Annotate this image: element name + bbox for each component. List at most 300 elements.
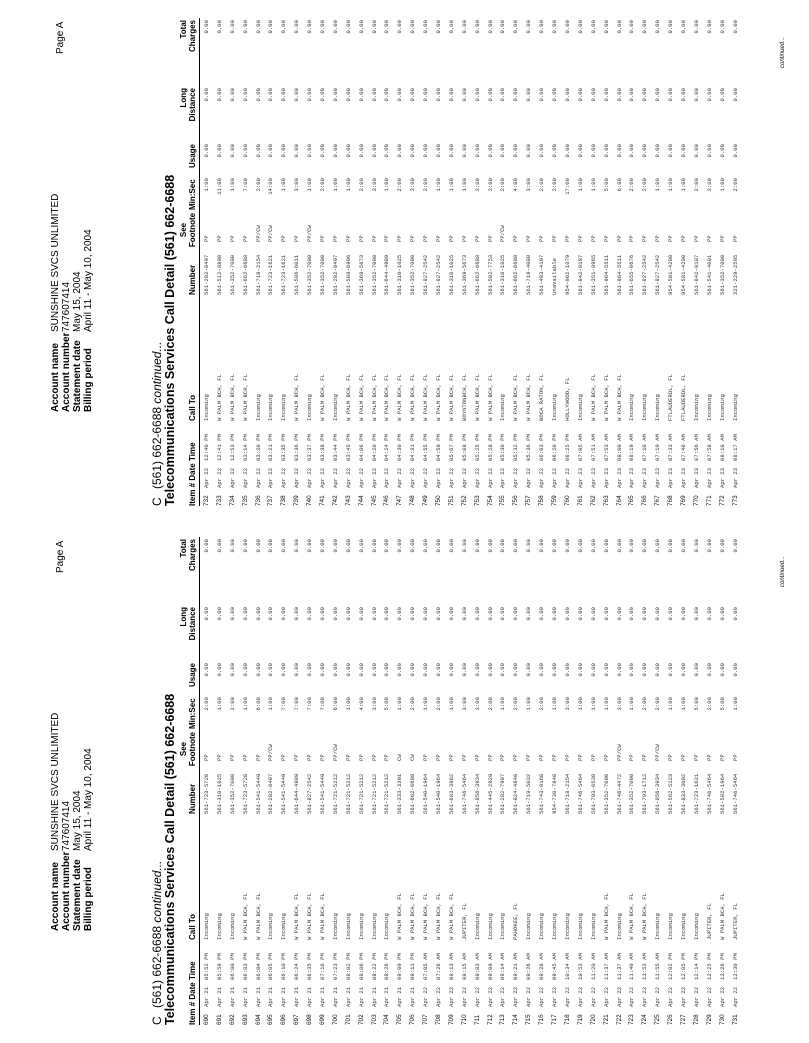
table-row	[626, 537, 639, 1025]
usage-charge: 0.00	[383, 144, 391, 158]
call-date: Apr 23	[667, 467, 675, 488]
call-to: W PALM BCH, FL	[319, 893, 327, 940]
usage-charge: 0.00	[499, 663, 507, 677]
footnote: PP/CW	[267, 744, 275, 761]
usage-charge: 0.00	[228, 663, 236, 677]
footnote: PP	[525, 754, 533, 761]
account-info	[50, 713, 94, 931]
long-distance-charge: 0.00	[718, 607, 726, 621]
footnote: PP	[435, 235, 443, 242]
table-row	[265, 537, 278, 1025]
call-date: Apr 21	[254, 986, 262, 1007]
call-date: Apr 22	[280, 467, 288, 488]
usage-charge: 0.00	[499, 144, 507, 158]
call-date: Apr 22	[228, 467, 236, 488]
footnote: PP	[512, 754, 520, 761]
min-sec: 1:00	[602, 697, 610, 711]
call-time: 04:31 PM	[409, 434, 417, 461]
table-row	[381, 18, 394, 506]
call-time: 04:59 PM	[435, 434, 443, 461]
total-charge: 0.00	[267, 20, 275, 34]
usage-charge: 0.00	[370, 144, 378, 158]
item-number: 713	[499, 1014, 507, 1025]
long-distance-charge: 0.00	[602, 607, 610, 621]
call-date: Apr 22	[525, 986, 533, 1007]
footnote: PP	[563, 235, 571, 242]
call-time: 06:20 PM	[551, 434, 559, 461]
call-date: Apr 22	[731, 986, 739, 1007]
min-sec: 1:00	[344, 178, 352, 192]
phone-number: 561-746-5464	[705, 773, 713, 814]
call-date: Apr 22	[254, 467, 262, 488]
min-sec: 1:00	[525, 697, 533, 711]
table-header	[176, 18, 200, 506]
call-rows-left	[201, 537, 742, 1025]
total-charge: 0.00	[512, 20, 520, 34]
footnote: PP	[228, 754, 236, 761]
min-sec: 1:00	[344, 697, 352, 711]
call-time: 08:00 AM	[615, 434, 623, 461]
usage-charge: 0.00	[331, 663, 339, 677]
footnote: PP	[499, 754, 507, 761]
footnote: PP	[293, 754, 301, 761]
min-sec: 2:00	[409, 697, 417, 711]
item-number: 725	[654, 1014, 662, 1025]
long-distance-charge: 0.00	[422, 607, 430, 621]
usage-charge: 0.00	[473, 144, 481, 158]
long-distance-charge: 0.00	[460, 607, 468, 621]
phone-number: 561-352-7000	[319, 254, 327, 295]
call-to: PAHOKEE, FL	[512, 903, 520, 940]
call-to: W PALM BCH, FL	[628, 893, 636, 940]
item-number: 773	[731, 495, 739, 506]
long-distance-charge: 0.00	[654, 607, 662, 621]
call-time: 05:08 PM	[460, 434, 468, 461]
usage-charge: 0.00	[525, 663, 533, 677]
call-time: 07:10 AM	[641, 434, 649, 461]
call-date: Apr 22	[499, 986, 507, 1007]
min-sec: 2:00	[628, 178, 636, 192]
min-sec: 1:00	[447, 697, 455, 711]
item-number: 745	[370, 495, 378, 506]
total-charge: 0.00	[641, 539, 649, 553]
col-usage: Usage	[188, 663, 197, 688]
phone-number: 561-721-5212	[344, 773, 352, 814]
account-number-label: Account number	[61, 332, 72, 412]
call-date: Apr 22	[705, 986, 713, 1007]
phone-number: 954-581-4200	[679, 254, 687, 295]
usage-charge: 0.00	[331, 144, 339, 158]
col-long-distance: Long Distance	[179, 607, 197, 641]
usage-charge: 0.00	[460, 144, 468, 158]
col-call-to: Call To	[188, 394, 197, 421]
call-time: 07:23 PM	[331, 953, 339, 980]
total-charge: 0.00	[538, 20, 546, 34]
min-sec: 1:00	[383, 178, 391, 192]
long-distance-charge: 0.00	[473, 88, 481, 102]
call-date: Apr 21	[396, 986, 404, 1007]
usage-charge: 0.00	[435, 663, 443, 677]
call-time: 06:03 PM	[538, 434, 546, 461]
call-date: Apr 22	[447, 467, 455, 488]
call-date: Apr 23	[628, 467, 636, 488]
table-row	[278, 537, 291, 1025]
table-row	[549, 537, 562, 1025]
item-number: 727	[679, 1014, 687, 1025]
min-sec: 3:00	[563, 697, 571, 711]
total-charge: 0.00	[499, 20, 507, 34]
call-time: 06:03 PM	[241, 953, 249, 980]
usage-charge: 0.00	[486, 144, 494, 158]
usage-charge: 0.00	[538, 663, 546, 677]
table-row	[472, 18, 485, 506]
min-sec: 7:00	[241, 178, 249, 192]
total-charge: 0.00	[435, 20, 443, 34]
table-row	[562, 18, 575, 506]
min-sec: 5:00	[692, 697, 700, 711]
item-number: 716	[538, 1014, 546, 1025]
total-charge: 0.00	[615, 20, 623, 34]
item-number: 767	[654, 495, 662, 506]
account-name-label: Account name	[50, 343, 61, 412]
page-label: Page A	[55, 21, 66, 54]
call-to: W PALM BCH, FL	[293, 374, 301, 421]
call-to: Incoming	[731, 394, 739, 421]
table-header	[176, 537, 200, 1025]
call-time: 03:21 PM	[267, 434, 275, 461]
min-sec: 1:00	[499, 697, 507, 711]
call-date: Apr 23	[615, 467, 623, 488]
long-distance-charge: 0.00	[628, 607, 636, 621]
item-number: 731	[731, 1014, 739, 1025]
min-sec: 1:00	[447, 178, 455, 192]
phone-number: 561-655-0676	[628, 254, 636, 295]
usage-charge: 0.00	[692, 144, 700, 158]
call-to: Incoming	[267, 913, 275, 940]
footnote: PP	[241, 235, 249, 242]
usage-charge: 0.00	[383, 663, 391, 677]
phone-number: 561-310-1025	[215, 773, 223, 814]
long-distance-charge: 0.00	[576, 88, 584, 102]
min-sec: 2:00	[692, 178, 700, 192]
phone-number: 561-723-5720	[241, 773, 249, 814]
item-number: 711	[473, 1014, 481, 1025]
usage-charge: 0.00	[293, 144, 301, 158]
item-number: 758	[538, 495, 546, 506]
phone-number: 561-662-6688	[241, 254, 249, 295]
footnote: PP/CW	[499, 225, 507, 242]
left-panel	[0, 531, 809, 1031]
call-date: Apr 22	[486, 986, 494, 1007]
usage-charge: 0.00	[731, 663, 739, 677]
table-row	[201, 18, 214, 506]
footnote: PP	[203, 235, 210, 242]
usage-charge: 0.00	[293, 663, 301, 677]
call-time: 03:35 PM	[280, 434, 288, 461]
long-distance-charge: 0.00	[563, 88, 571, 102]
item-number: 756	[512, 495, 520, 506]
table-row	[214, 18, 227, 506]
account-number: 747607414	[61, 800, 72, 851]
table-row	[317, 18, 330, 506]
call-to: Incoming	[679, 913, 687, 940]
phone-number: 561-541-5449	[280, 773, 288, 814]
item-number: 763	[602, 495, 610, 506]
call-date: Apr 23	[692, 467, 700, 488]
min-sec: 2:00	[396, 178, 404, 192]
phone-number: 561-352-7000	[409, 254, 417, 295]
call-date: Apr 22	[667, 986, 675, 1007]
min-sec: 3:00	[370, 178, 378, 192]
call-to: Incoming	[486, 913, 494, 940]
phone-number: 561-718-4008	[525, 254, 533, 295]
total-charge: 0.00	[267, 539, 275, 553]
table-row	[704, 18, 717, 506]
table-row	[652, 18, 665, 506]
table-row	[639, 537, 652, 1025]
min-sec: 1:00	[435, 178, 443, 192]
footnote: PP	[422, 235, 430, 242]
call-time: 09:21 AM	[512, 953, 520, 980]
long-distance-charge: 0.00	[215, 88, 223, 102]
item-number: 726	[667, 1014, 675, 1025]
call-time: 03:20 PM	[254, 434, 262, 461]
footnote: PP	[667, 754, 675, 761]
footnote: PP	[241, 754, 249, 761]
min-sec: 3:00	[473, 178, 481, 192]
continued-number: (561) 662-6688	[150, 925, 164, 1008]
footnote: PP	[215, 754, 223, 761]
min-sec: 1:00	[331, 178, 339, 192]
long-distance-charge: 0.00	[396, 607, 404, 621]
min-sec: 3:00	[460, 697, 468, 711]
item-number: 690	[203, 1014, 210, 1025]
phone-number: 561-827-2542	[306, 773, 314, 814]
item-number: 744	[357, 495, 365, 506]
table-row	[240, 537, 253, 1025]
call-time: 04:30 PM	[396, 434, 404, 461]
long-distance-charge: 0.00	[306, 607, 314, 621]
call-to: FTLAUDERDL, FL	[679, 374, 687, 421]
total-charge: 0.00	[589, 539, 597, 553]
item-number: 753	[473, 495, 481, 506]
call-date: Apr 23	[589, 467, 597, 488]
table-row	[575, 18, 588, 506]
phone-number: 561-662-6688	[512, 254, 520, 295]
table-row	[381, 537, 394, 1025]
call-time: 06:00 PM	[228, 953, 236, 980]
call-to: FTLAUDERDL, FL	[667, 374, 675, 421]
table-row	[330, 537, 343, 1025]
call-to: BOYNTONBCH, FL	[460, 374, 468, 421]
total-charge: 0.00	[293, 20, 301, 34]
phone-number: 561-512-8800	[215, 254, 223, 295]
call-time: 09:09 AM	[486, 953, 494, 980]
call-time: 05:36 PM	[525, 434, 533, 461]
table-row	[433, 18, 446, 506]
min-sec: 1:00	[589, 178, 597, 192]
usage-charge: 0.00	[654, 663, 662, 677]
item-number: 709	[447, 1014, 455, 1025]
long-distance-charge: 0.00	[280, 607, 288, 621]
call-date: Apr 22	[203, 467, 210, 488]
table-row	[497, 537, 510, 1025]
usage-charge: 0.00	[228, 144, 236, 158]
col-see-footnote: See Footnote	[179, 731, 197, 767]
table-row	[704, 537, 717, 1025]
call-time: 05:52 PM	[203, 953, 210, 980]
call-time: 08:26 PM	[383, 953, 391, 980]
table-row	[227, 537, 240, 1025]
call-to: BOCA RATON, FL	[538, 374, 546, 421]
table-row	[730, 18, 743, 506]
usage-charge: 0.00	[344, 663, 352, 677]
total-charge: 0.00	[280, 20, 288, 34]
call-time: 05:28 PM	[486, 434, 494, 461]
total-charge: 0.00	[409, 539, 417, 553]
total-charge: 0.00	[306, 20, 314, 34]
call-time: 07:16 PM	[319, 953, 327, 980]
min-sec: 1:00	[679, 697, 687, 711]
table-row	[420, 18, 433, 506]
long-distance-charge: 0.00	[460, 88, 468, 102]
call-to: W PALM BCH, FL	[241, 893, 249, 940]
phone-number: 561-662-6688	[473, 254, 481, 295]
usage-charge: 0.00	[615, 663, 623, 677]
usage-charge: 0.00	[306, 663, 314, 677]
item-number: 760	[563, 495, 571, 506]
phone-number: 561-683-3862	[447, 773, 455, 814]
table-row	[407, 537, 420, 1025]
table-row	[201, 537, 214, 1025]
continued-word: continued...	[150, 860, 164, 923]
table-row	[343, 18, 356, 506]
call-date: Apr 22	[641, 986, 649, 1007]
footnote: PP/CW	[654, 744, 662, 761]
col-total-charges: Total Charges	[179, 20, 197, 53]
usage-charge: 0.00	[396, 663, 404, 677]
footnote: PP	[370, 235, 378, 242]
usage-charge: 0.00	[679, 663, 687, 677]
footnote: PP	[370, 754, 378, 761]
call-to: Incoming	[551, 394, 559, 421]
phone-number: 561-718-2154	[254, 254, 262, 295]
call-to: Incoming	[280, 913, 288, 940]
phone-number: 561-541-4001	[705, 254, 713, 295]
phone-number: 561-369-5673	[357, 254, 365, 295]
table-row	[678, 537, 691, 1025]
min-sec: 2:00	[512, 697, 520, 711]
footnote: PP	[203, 754, 210, 761]
call-time: 07:58 AM	[705, 434, 713, 461]
item-number: 754	[486, 495, 494, 506]
call-to: Incoming	[576, 913, 584, 940]
item-number: 770	[692, 495, 700, 506]
call-time: 06:04 PM	[254, 953, 262, 980]
call-date: Apr 22	[435, 986, 443, 1007]
total-charge: 0.00	[422, 20, 430, 34]
total-charge: 0.00	[293, 539, 301, 553]
long-distance-charge: 0.00	[641, 88, 649, 102]
table-row	[291, 537, 304, 1025]
call-time: 06:05 PM	[267, 953, 275, 980]
min-sec: 7:00	[293, 697, 301, 711]
long-distance-charge: 0.00	[306, 88, 314, 102]
footnote: PP	[293, 235, 301, 242]
min-sec: 1:00	[228, 178, 236, 192]
call-to: Incoming	[357, 913, 365, 940]
usage-charge: 0.00	[203, 663, 210, 677]
usage-charge: 0.00	[422, 663, 430, 677]
phone-number: 561-723-1621	[692, 773, 700, 814]
table-row	[446, 537, 459, 1025]
long-distance-charge: 0.00	[473, 607, 481, 621]
usage-charge: 0.00	[435, 144, 443, 158]
footnote: PP	[383, 235, 391, 242]
item-number: 736	[254, 495, 262, 506]
account-number-label: Account number	[61, 851, 72, 931]
footnote: PP	[396, 235, 404, 242]
call-time: 11:53 AM	[641, 953, 649, 980]
min-sec: 2:00	[254, 178, 262, 192]
phone-number: 561-721-5212	[357, 773, 365, 814]
call-date: Apr 22	[538, 467, 546, 488]
footnote: PP	[280, 235, 288, 242]
call-date: Apr 23	[731, 467, 739, 488]
long-distance-charge: 0.00	[331, 607, 339, 621]
phone-number: 561-445-2929	[486, 773, 494, 814]
item-number: 705	[396, 1014, 404, 1025]
call-to: W PALM BCH, FL	[215, 374, 223, 421]
call-time: 07:51 AM	[589, 434, 597, 461]
footnote: PP	[331, 235, 339, 242]
table-row	[369, 18, 382, 506]
usage-charge: 0.00	[589, 144, 597, 158]
item-number: 764	[615, 495, 623, 506]
table-row	[601, 537, 614, 1025]
long-distance-charge: 0.00	[254, 88, 262, 102]
call-time: 05:25 PM	[473, 434, 481, 461]
footnote: PP	[589, 754, 597, 761]
call-date: Apr 21	[306, 986, 314, 1007]
usage-charge: 0.00	[280, 144, 288, 158]
footnote: PP	[563, 754, 571, 761]
call-to: Incoming	[370, 913, 378, 940]
call-to: W PALM BCH, FL	[447, 374, 455, 421]
account-name: SUNSHINE SVCS UNLIMITED	[50, 712, 61, 851]
min-sec: 2:00	[319, 178, 327, 192]
usage-charge: 0.00	[731, 144, 739, 158]
item-number: 706	[409, 1014, 417, 1025]
total-charge: 0.00	[667, 539, 675, 553]
call-date: Apr 22	[396, 467, 404, 488]
call-to: Incoming	[280, 394, 288, 421]
call-to: Incoming	[654, 913, 662, 940]
call-date: Apr 22	[499, 467, 507, 488]
min-sec: 2:00	[228, 697, 236, 711]
long-distance-charge: 0.00	[228, 88, 236, 102]
total-charge: 0.00	[280, 539, 288, 553]
call-to: Incoming	[267, 394, 275, 421]
total-charge: 0.00	[654, 539, 662, 553]
call-date: Apr 23	[602, 467, 610, 488]
call-date: Apr 22	[563, 467, 571, 488]
footnote: PP	[383, 754, 391, 761]
min-sec: 3:00	[615, 697, 623, 711]
call-time: 07:19 AM	[654, 434, 662, 461]
table-row	[717, 18, 730, 506]
table-row	[691, 537, 704, 1025]
